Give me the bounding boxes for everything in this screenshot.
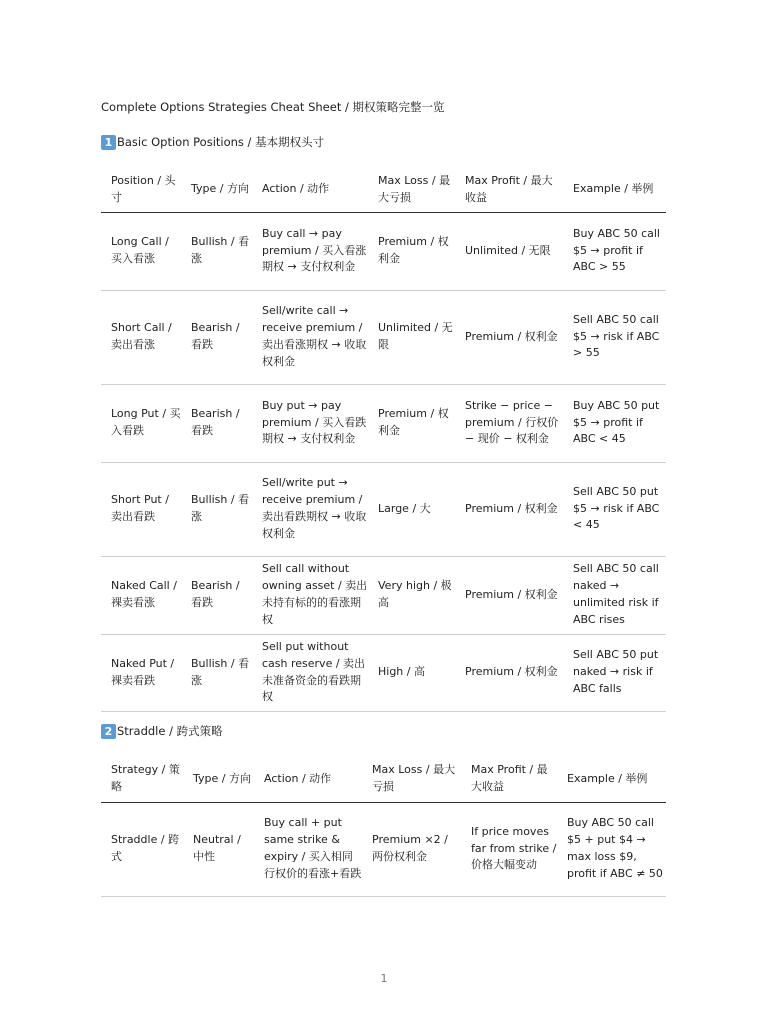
- column-header: Max Profit / 最大收益: [461, 757, 557, 802]
- table-cell: Naked Call / 裸卖看涨: [101, 556, 181, 634]
- table-cell: Buy call + put same strike & expiry / 买入相同行权价的看涨+看跌: [254, 802, 362, 896]
- number-badge: 1: [101, 135, 116, 150]
- table-cell: Premium ×2 / 两份权利金: [362, 802, 461, 896]
- table-cell: Bullish / 看涨: [181, 212, 252, 290]
- column-header: Example / 举例: [557, 757, 666, 802]
- table-row: [101, 802, 666, 896]
- table-cell: Bullish / 看涨: [181, 634, 252, 711]
- section-heading: [101, 134, 324, 150]
- table-cell: Buy ABC 50 put $5 → profit if ABC < 45: [563, 384, 666, 462]
- section-heading-text: Basic Option Positions / 基本期权头寸: [117, 135, 325, 149]
- table-row: [101, 462, 666, 556]
- column-header: Example / 举例: [563, 168, 666, 212]
- table-cell: Buy call → pay premium / 买入看涨期权 → 支付权利金: [252, 212, 368, 290]
- table-cell: Strike − price − premium / 行权价 − 现价 − 权利金: [455, 384, 563, 462]
- table-cell: High / 高: [368, 634, 455, 711]
- table-cell: Sell ABC 50 put naked → risk if ABC falls: [563, 634, 666, 711]
- table-cell: Sell ABC 50 call $5 → risk if ABC > 55: [563, 290, 666, 384]
- straddle-table: [101, 757, 666, 897]
- column-header: Type / 方向: [183, 757, 254, 802]
- page-title: Complete Options Strategies Cheat Sheet / 期权策略完整一览: [101, 100, 445, 114]
- table-header-row: [101, 168, 666, 212]
- column-header: Action / 动作: [252, 168, 368, 212]
- page-number: 1: [380, 972, 388, 985]
- column-header: Type / 方向: [181, 168, 252, 212]
- table-cell: Neutral / 中性: [183, 802, 254, 896]
- section-heading-text: Straddle / 跨式策略: [117, 724, 223, 738]
- table-row: [101, 212, 666, 290]
- table-cell: Premium / 权利金: [455, 556, 563, 634]
- column-header: Max Profit / 最大收益: [455, 168, 563, 212]
- table-cell: Naked Put / 裸卖看跌: [101, 634, 181, 711]
- table-row: [101, 290, 666, 384]
- table-cell: Sell call without owning asset / 卖出未持有标的的看涨期权: [252, 556, 368, 634]
- table-cell: Short Put / 卖出看跌: [101, 462, 181, 556]
- column-header: Strategy / 策略: [101, 757, 183, 802]
- table-cell: Unlimited / 无限: [368, 290, 455, 384]
- table-cell: Long Call / 买入看涨: [101, 212, 181, 290]
- section-heading: [101, 723, 223, 739]
- basic-positions-table: [101, 168, 666, 712]
- table-cell: Sell ABC 50 call naked → unlimited risk if ABC rises: [563, 556, 666, 634]
- table-cell: Bearish / 看跌: [181, 290, 252, 384]
- table-cell: Premium / 权利金: [455, 634, 563, 711]
- table-cell: Short Call / 卖出看涨: [101, 290, 181, 384]
- column-header: Action / 动作: [254, 757, 362, 802]
- table-row: [101, 634, 666, 711]
- table-cell: Bearish / 看跌: [181, 556, 252, 634]
- table-cell: Very high / 极高: [368, 556, 455, 634]
- column-header: Max Loss / 最大亏损: [368, 168, 455, 212]
- table-cell: Large / 大: [368, 462, 455, 556]
- table-header-row: [101, 757, 666, 802]
- table-cell: Buy ABC 50 call $5 + put $4 → max loss $9, profit if ABC ≠ 50: [557, 802, 666, 896]
- table-cell: Sell put without cash reserve / 卖出未准备资金的看跌期权: [252, 634, 368, 711]
- table-cell: Long Put / 买入看跌: [101, 384, 181, 462]
- table-cell: Premium / 权利金: [455, 462, 563, 556]
- table-cell: Bearish / 看跌: [181, 384, 252, 462]
- table-cell: Unlimited / 无限: [455, 212, 563, 290]
- table-cell: Sell/write call → receive premium / 卖出看涨期权 → 收取权利金: [252, 290, 368, 384]
- table-row: [101, 556, 666, 634]
- table-row: [101, 384, 666, 462]
- column-header: Position / 头寸: [101, 168, 181, 212]
- table-cell: If price moves far from strike / 价格大幅变动: [461, 802, 557, 896]
- table-cell: Buy put → pay premium / 买入看跌期权 → 支付权利金: [252, 384, 368, 462]
- table-cell: Premium / 权利金: [368, 212, 455, 290]
- table-cell: Straddle / 跨式: [101, 802, 183, 896]
- table-cell: Premium / 权利金: [455, 290, 563, 384]
- table-cell: Premium / 权利金: [368, 384, 455, 462]
- table-cell: Buy ABC 50 call $5 → profit if ABC > 55: [563, 212, 666, 290]
- column-header: Max Loss / 最大亏损: [362, 757, 461, 802]
- table-cell: Sell/write put → receive premium / 卖出看跌期权 → 收取权利金: [252, 462, 368, 556]
- table-cell: Bullish / 看涨: [181, 462, 252, 556]
- table-cell: Sell ABC 50 put $5 → risk if ABC < 45: [563, 462, 666, 556]
- number-badge: 2: [101, 724, 116, 739]
